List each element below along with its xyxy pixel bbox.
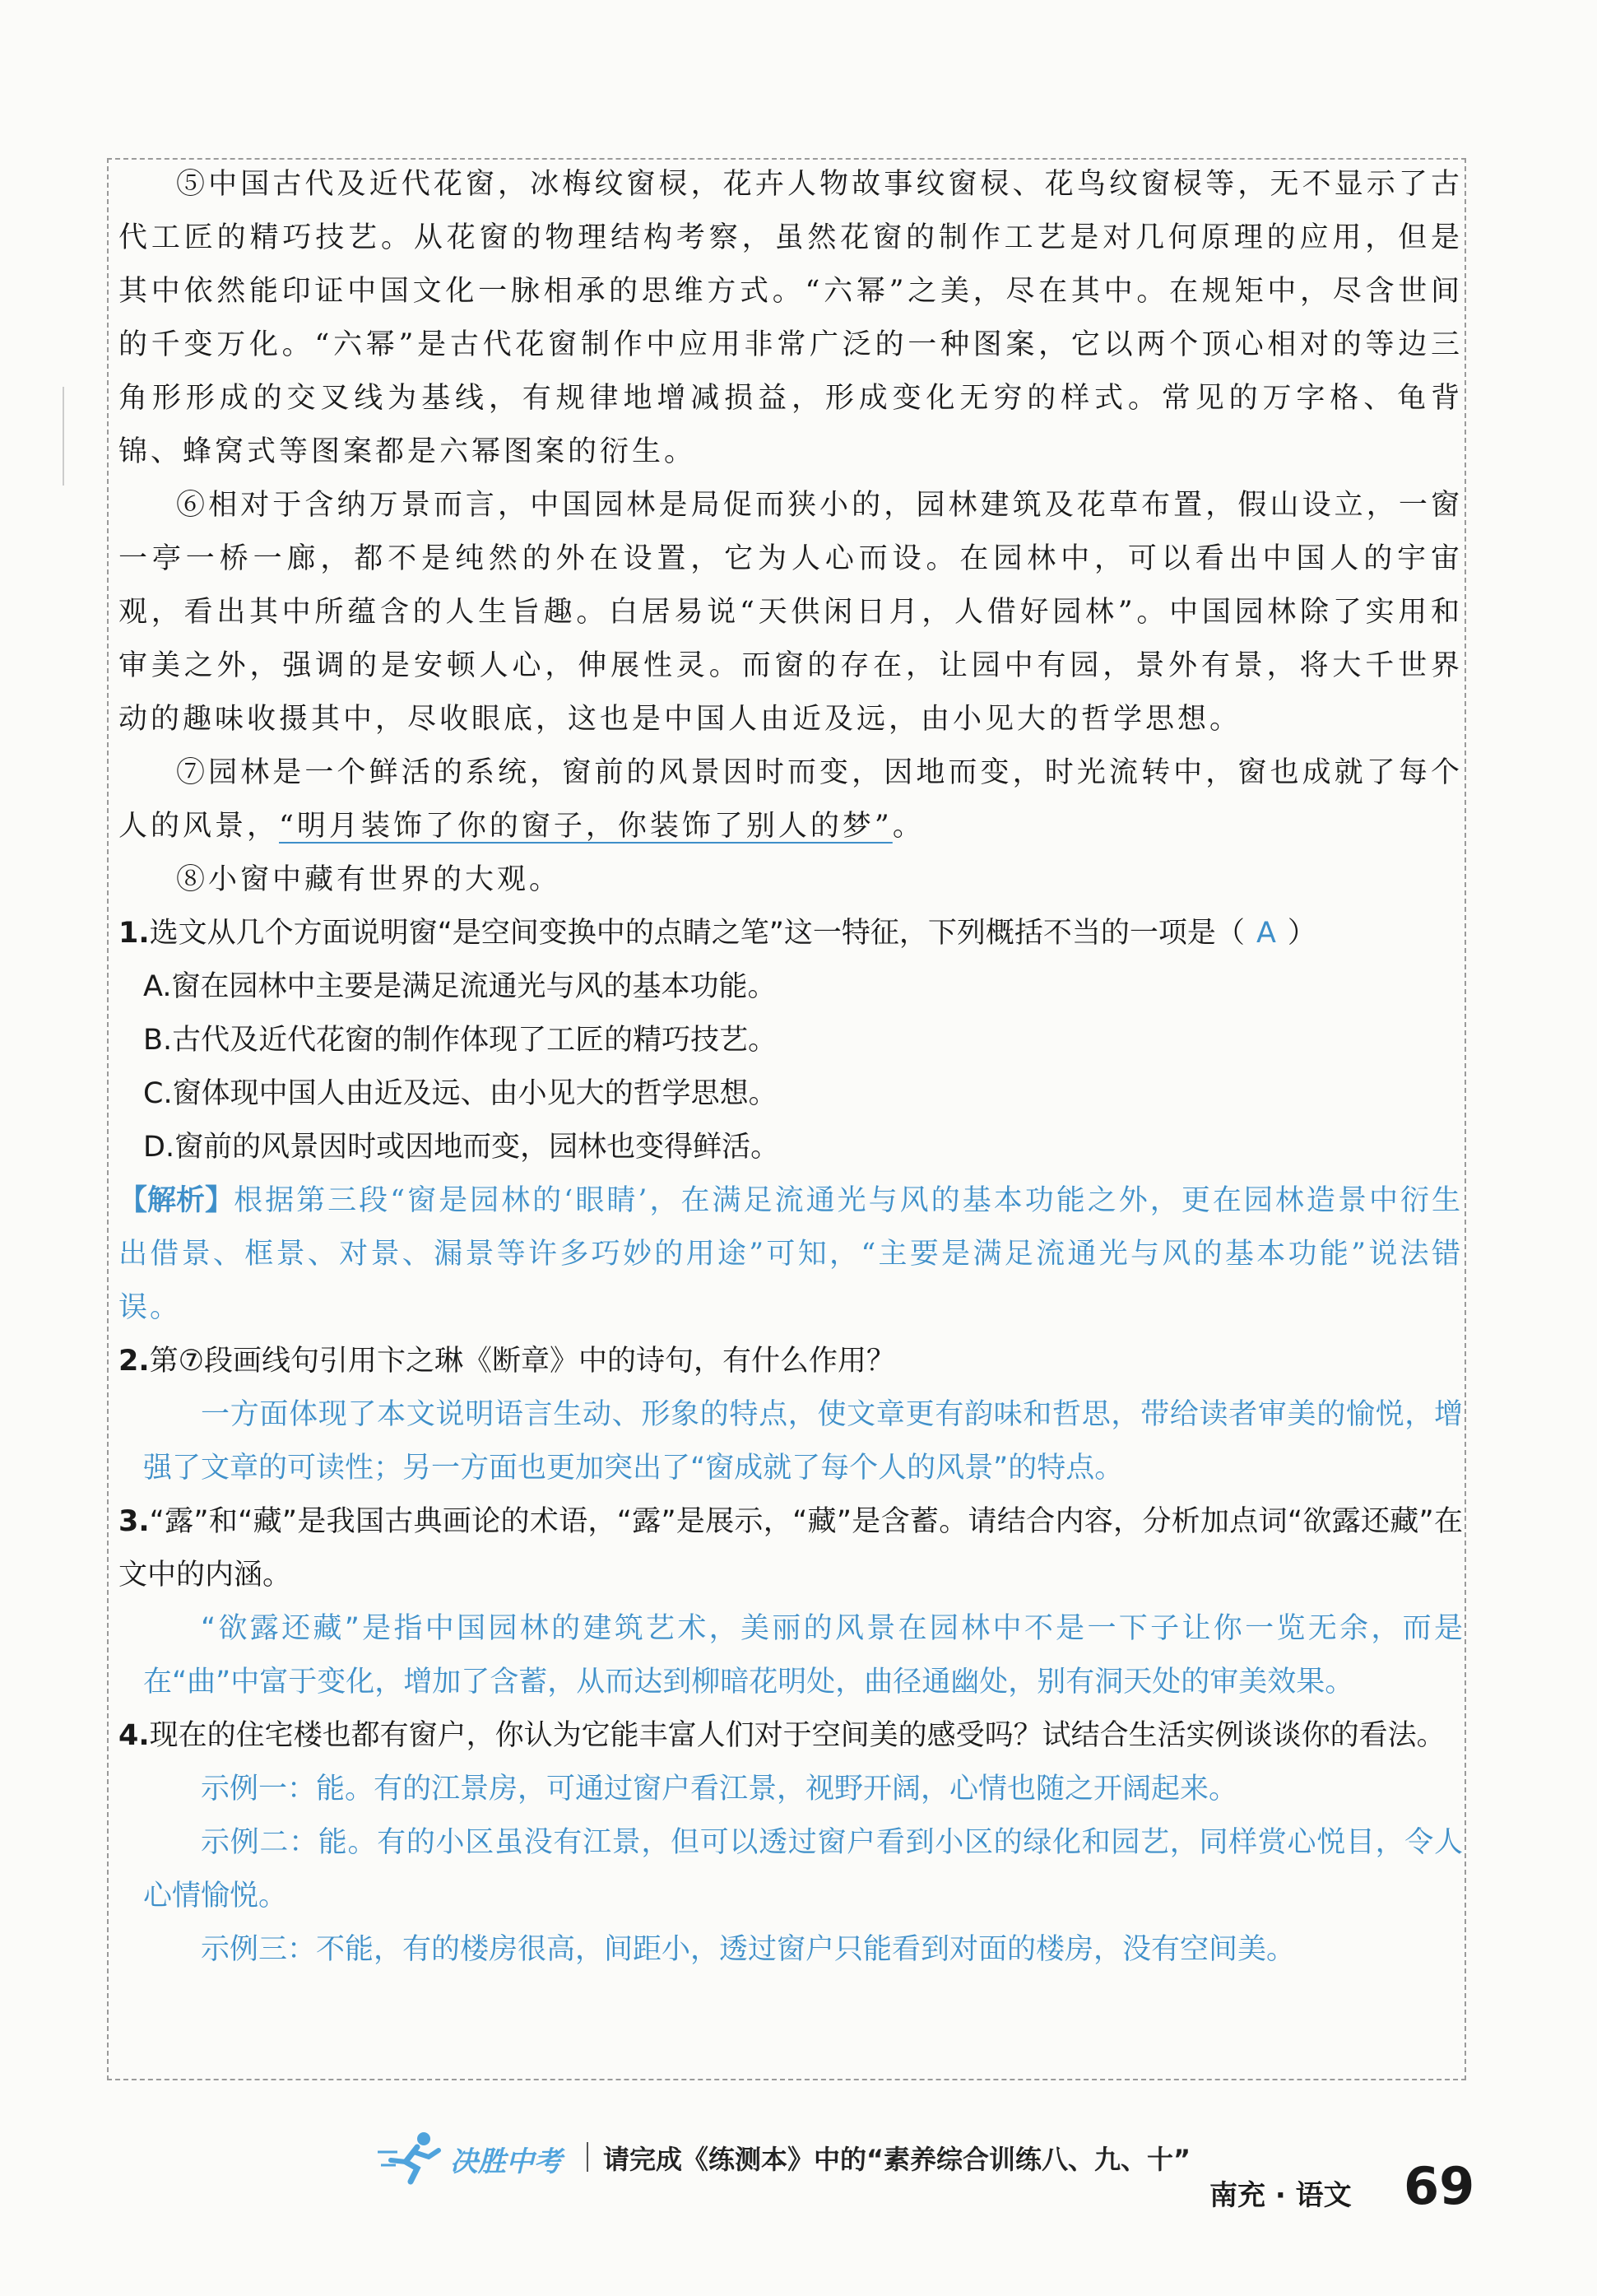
question-1 xyxy=(118,907,1463,960)
question-3 xyxy=(118,1495,1463,1602)
analysis-text: 根据第三段“窗是园林的‘眼睛’，在满足流通光与风的基本功能之外，更在园林造景中衍生出借景、框景、对景、漏景等许多巧妙的用途”可知，“主要是满足流通光与风的基本功能”说法错误。 xyxy=(118,1184,1463,1324)
paragraph-6: ⑥相对于含纳万景而言，中国园林是局促而狭小的，园林建筑及花草布置，假山设立，一窗一亭一桥一廊，都不是纯然的外在设置，它为人心而设。在园林中，可以看出中国人的宇宙观，看出其中所蕴含的人生旨趣。白居易说“天供闲日月，人借好园林”。中国园林除了实用和审美之外，强调的是安顿人心，伸展性灵。而窗的存在，让园中有园，景外有景，将大千世界动的趣味收摄其中，尽收眼底，这也是中国人由近及远，由小见大的哲学思想。 xyxy=(118,489,1463,736)
answer-4-example-2: 示例二：能。有的小区虽没有江景，但可以透过窗户看到小区的绿化和园艺，同样赏心悦目，令人心情愉悦。 xyxy=(143,1826,1463,1913)
question-number: 3. xyxy=(118,1505,150,1538)
subject-region: 南充 · 语文 xyxy=(1209,2179,1352,2212)
paragraph-8: ⑧小窗中藏有世界的大观。 xyxy=(176,863,562,896)
question-text: 第⑦段画线句引用卞之琳《断章》中的诗句，有什么作用？ xyxy=(149,1345,896,1378)
analysis xyxy=(118,1174,1463,1335)
question-number: 4. xyxy=(118,1719,150,1752)
answer-choice: A xyxy=(1256,917,1276,950)
answer-4-example-3: 示例三：不能，有的楼房很高，间距小，透过窗户只能看到对面的楼房，没有空间美。 xyxy=(201,1933,1296,1966)
logo-text: 决胜中考 xyxy=(450,2145,562,2178)
underlined-quote: “明月装饰了你的窗子，你装饰了别人的梦” xyxy=(279,810,893,843)
question-number: 1. xyxy=(118,917,150,950)
question-4 xyxy=(118,1709,1463,1763)
option-b: B.古代及近代花窗的制作体现了工匠的精巧技艺。 xyxy=(143,1024,778,1057)
question-text: 选文从几个方面说明窗“是空间变换中的点睛之笔”这一特征，下列概括不当的一项是（ xyxy=(149,917,1245,950)
logo xyxy=(374,2127,580,2185)
option-d: D.窗前的风景因时或因地而变，园林也变得鲜活。 xyxy=(143,1131,780,1164)
page-number: 69 xyxy=(1404,2156,1475,2216)
footer-divider xyxy=(587,2142,588,2172)
answer-3: “欲露还藏”是指中国园林的建筑艺术，美丽的风景在园林中不是一下子让你一览无余，而是在“曲”中富于变化，增加了含蓄，从而达到柳暗花明处，曲径通幽处，别有洞天处的审美效果。 xyxy=(143,1612,1463,1699)
margin-line xyxy=(63,387,64,486)
question-number: 2. xyxy=(118,1345,150,1378)
runner-icon xyxy=(374,2127,448,2185)
question-close: ） xyxy=(1287,917,1316,950)
question-text: 现在的住宅楼也都有窗户，你认为它能丰富人们对于空间美的感受吗？试结合生活实例谈谈你的看法。 xyxy=(149,1719,1446,1752)
footer-banner xyxy=(374,2127,1197,2185)
paragraph-7 xyxy=(118,746,1463,853)
paragraph-7-text: ⑦园林是一个鲜活的系统，窗前的风景因时而变，因地而变，时光流转中，窗也成就了每个人的风景， xyxy=(118,756,1463,843)
answer-4-example-1: 示例一：能。有的江景房，可通过窗户看江景，视野开阔，心情也随之开阔起来。 xyxy=(201,1773,1238,1806)
page-content xyxy=(118,158,1463,1977)
option-c: C.窗体现中国人由近及远、由小见大的哲学思想。 xyxy=(143,1077,778,1110)
question-2 xyxy=(118,1335,1463,1388)
paragraph-7-end: 。 xyxy=(892,810,925,843)
analysis-tag: 【解析】 xyxy=(118,1184,234,1217)
question-text: “露”和“藏”是我国古典画论的术语，“露”是展示，“藏”是含蓄。请结合内容，分析加点词“欲露还藏”在文中的内涵。 xyxy=(118,1505,1463,1592)
option-a: A.窗在园林中主要是满足流通光与风的基本功能。 xyxy=(143,970,777,1003)
footer-note: 请完成《练测本》中的“素养综合训练八、九、十” xyxy=(603,2144,1191,2175)
answer-2: 一方面体现了本文说明语言生动、形象的特点，使文章更有韵味和哲思，带给读者审美的愉悦，增强了文章的可读性；另一方面也更加突出了“窗成就了每个人的风景”的特点。 xyxy=(143,1398,1463,1485)
paragraph-5: ⑤中国古代及近代花窗，冰梅纹窗棂，花卉人物故事纹窗棂、花鸟纹窗棂等，无不显示了古代工匠的精巧技艺。从花窗的物理结构考察，虽然花窗的制作工艺是对几何原理的应用，但是其中依然能印证中国文化一脉相承的思维方式。“六幂”之美，尽在其中。在规矩中，尽含世间的千变万化。“六幂”是古代花窗制作中应用非常广泛的一种图案，它以两个顶心相对的等边三角形形成的交叉线为基线，有规律地增减损益，形成变化无穷的样式。常见的万字格、龟背锦、蜂窝式等图案都是六幂图案的衍生。 xyxy=(118,168,1463,468)
